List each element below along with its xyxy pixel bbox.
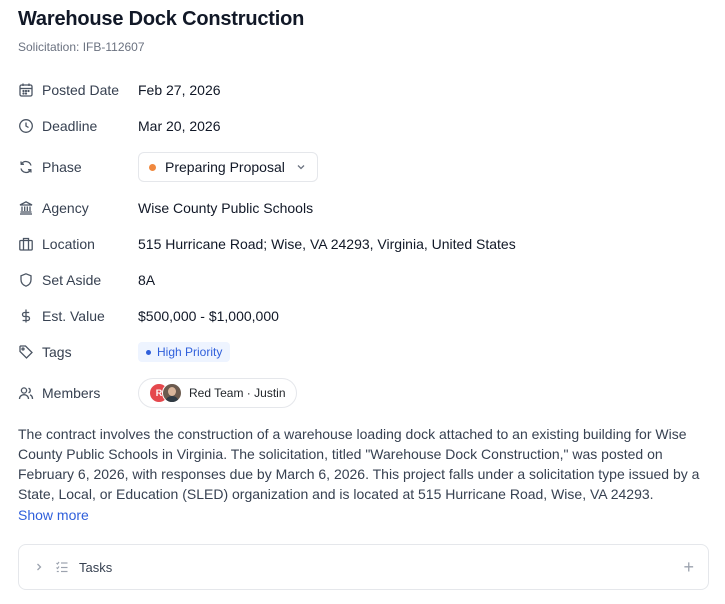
- phase-row: [18, 152, 318, 182]
- members-pill[interactable]: [138, 378, 297, 408]
- tags-label: Tags: [42, 344, 72, 360]
- deadline-value: Mar 20, 2026: [138, 118, 221, 134]
- deadline-row: [18, 114, 221, 138]
- phase-select[interactable]: [138, 152, 318, 182]
- phase-label: Phase: [42, 159, 82, 175]
- tag-dot: [146, 350, 151, 355]
- bank-icon: [18, 200, 34, 216]
- posted-date-row: [18, 78, 221, 102]
- shield-icon: [18, 272, 34, 288]
- agency-row: [18, 196, 313, 220]
- agency-label: Agency: [42, 200, 89, 216]
- tags-row: [18, 340, 230, 364]
- avatar-justin: [162, 383, 182, 403]
- description: [18, 424, 714, 504]
- phase-value: Preparing Proposal: [165, 159, 285, 175]
- tag-label: High Priority: [157, 345, 223, 359]
- calendar-icon: [18, 82, 34, 98]
- tag-high-priority[interactable]: [138, 342, 230, 362]
- tag-icon: [18, 344, 34, 360]
- chevron-right-icon[interactable]: [33, 561, 45, 573]
- avatar-red-team: R: [149, 383, 169, 403]
- set-aside-label: Set Aside: [42, 272, 102, 288]
- members-value: Red Team · Justin: [189, 386, 286, 400]
- building-icon: [18, 236, 34, 252]
- tasks-panel[interactable]: [18, 544, 709, 590]
- members-label: Members: [42, 385, 101, 401]
- deadline-label: Deadline: [42, 118, 98, 134]
- tasks-label: Tasks: [79, 559, 113, 575]
- set-aside-value: 8A: [138, 272, 156, 288]
- posted-date-label: Posted Date: [42, 82, 120, 98]
- page-title: Warehouse Dock Construction: [18, 8, 305, 30]
- refresh-icon: [18, 159, 34, 175]
- users-icon: [18, 385, 34, 401]
- location-value: 515 Hurricane Road; Wise, VA 24293, Virginia, United States: [138, 236, 516, 252]
- checklist-icon: [55, 560, 69, 574]
- est-value-label: Est. Value: [42, 308, 105, 324]
- member-avatars: [149, 383, 183, 403]
- posted-date-value: Feb 27, 2026: [138, 82, 221, 98]
- set-aside-row: [18, 268, 155, 292]
- est-value-value: $500,000 - $1,000,000: [138, 308, 279, 324]
- est-value-row: [18, 304, 279, 328]
- members-row: [18, 378, 297, 408]
- plus-icon[interactable]: +: [683, 557, 694, 577]
- description-text: The contract involves the construction of a warehouse loading dock attached to an existing building for Wise County Public Schools in Virginia. The solicitation, titled "Warehouse Dock Construction," was posted on February 6, 2026, with responses due by March 6, 2026. This project falls under a solicitation type issued by a State, Local, or Education (SLED) organization and is located at 515 Hurricane Road, Wise, VA 24293.: [18, 426, 700, 502]
- clock-icon: [18, 118, 34, 134]
- chevron-down-icon: [295, 161, 307, 173]
- location-label: Location: [42, 236, 95, 252]
- show-more-link[interactable]: Show more: [18, 507, 89, 523]
- phase-status-dot: [149, 164, 156, 171]
- solicitation-id: Solicitation: IFB-112607: [18, 40, 145, 54]
- location-row: [18, 232, 516, 256]
- dollar-icon: [18, 308, 34, 324]
- agency-value: Wise County Public Schools: [138, 200, 314, 216]
